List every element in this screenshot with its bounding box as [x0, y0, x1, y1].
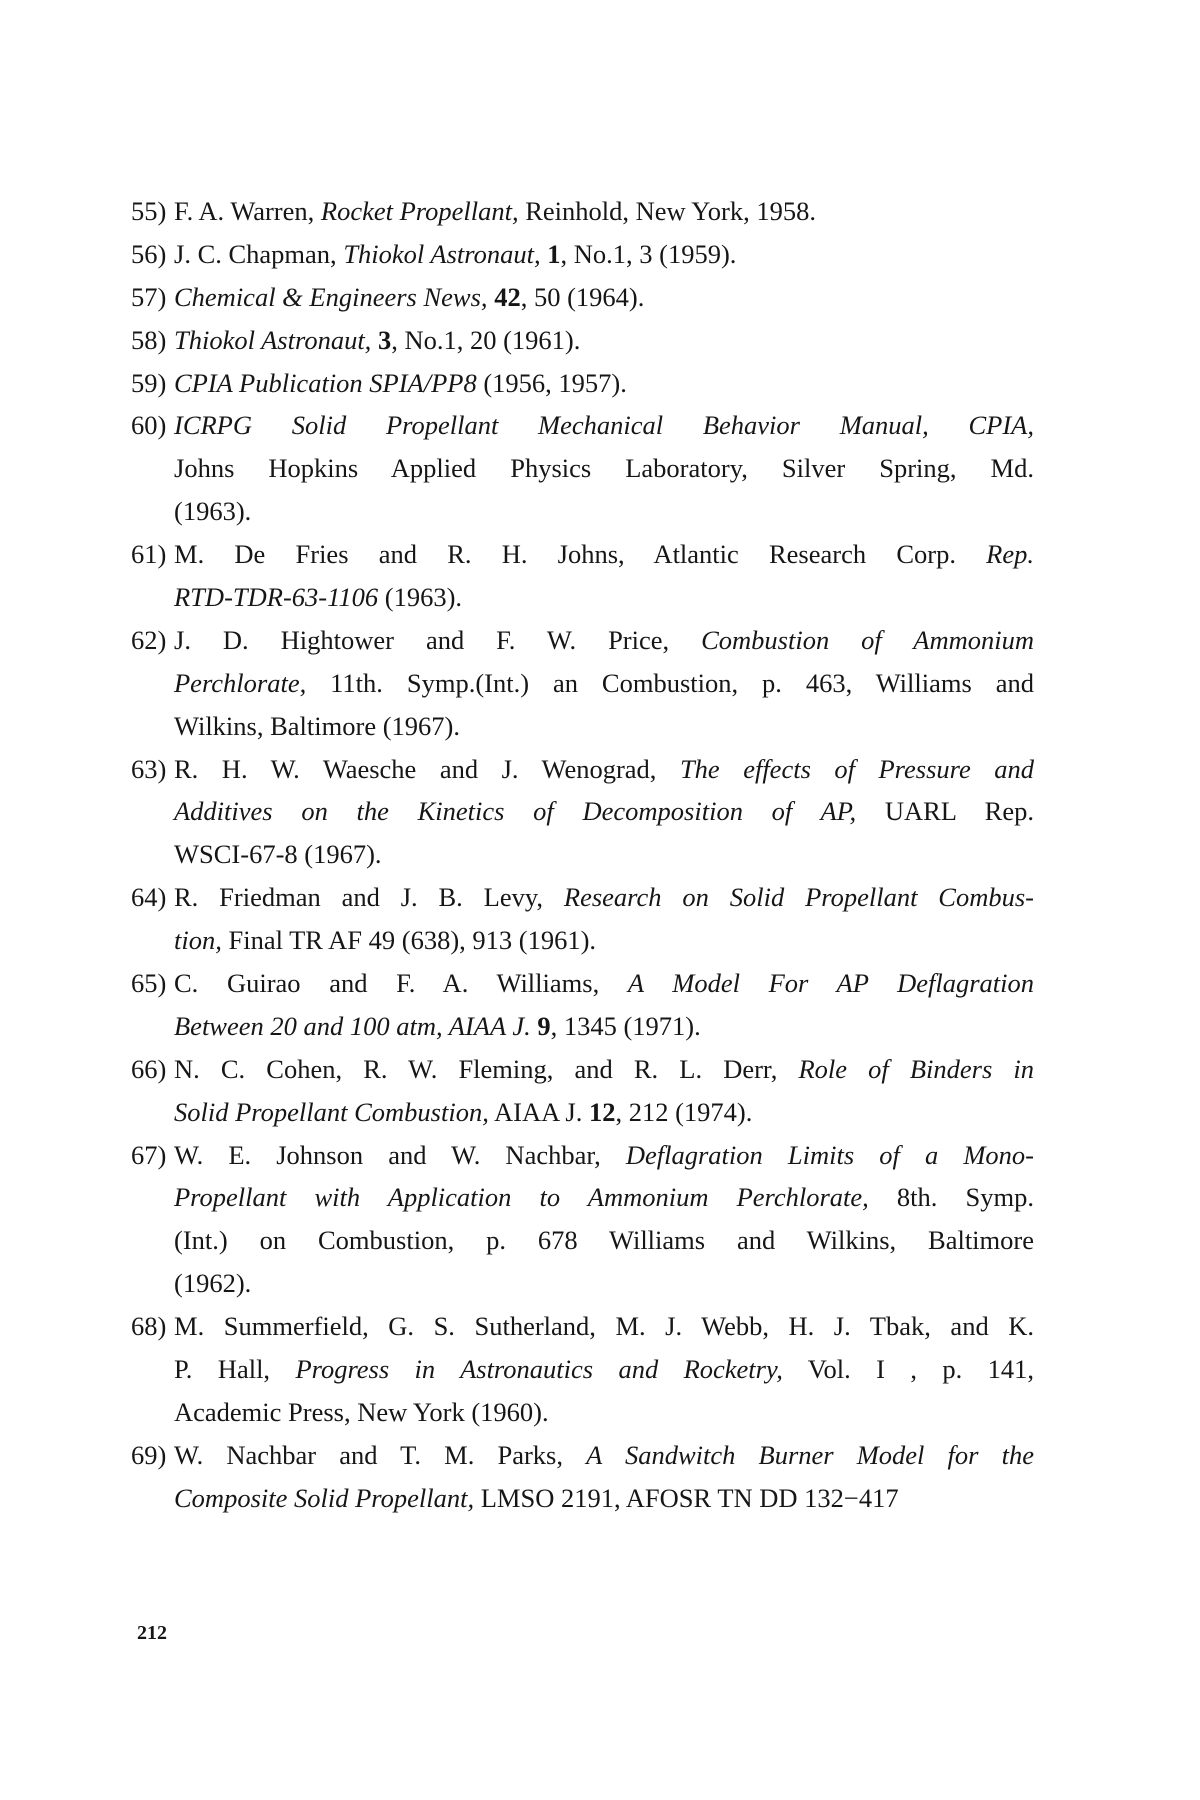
reference-number: 59) — [131, 367, 167, 398]
text-segment: W. E. Johnson and W. Nachbar, — [174, 1139, 626, 1170]
reference-line — [131, 619, 1034, 662]
reference-text — [174, 876, 1034, 919]
text-segment: N. C. Cohen, R. W. Fleming, and R. L. Derr, — [174, 1053, 799, 1084]
reference-number: 58) — [131, 324, 167, 355]
text-segment: W. Nachbar and T. M. Parks, — [174, 1439, 587, 1470]
reference-line — [131, 1305, 1034, 1348]
text-segment: (1963). — [378, 582, 463, 613]
reference-number: 63) — [131, 753, 167, 784]
reference-line — [131, 533, 1034, 576]
reference-text — [174, 619, 1034, 662]
reference-text — [174, 748, 1034, 791]
text-segment: Vol. I , p. 141, — [782, 1354, 1034, 1385]
reference-number: 60) — [131, 410, 167, 441]
reference-line — [131, 919, 1034, 962]
text-segment: R. H. W. Waesche and J. Wenograd, — [174, 753, 680, 784]
volume-number: 1 — [547, 238, 561, 269]
reference-number: 68) — [131, 1311, 167, 1342]
reference-line — [131, 876, 1034, 919]
reference-text — [174, 962, 1034, 1005]
italic-title: Additives on the Kinetics of Decomposition of AP, — [174, 796, 857, 827]
reference-text — [174, 319, 1034, 362]
text-segment: (1963). — [174, 496, 252, 527]
text-segment: 11th. Symp.(Int.) an Combustion, p. 463, Williams and — [306, 667, 1034, 698]
volume-number: 3 — [377, 324, 392, 355]
reference-text — [174, 1434, 1034, 1477]
reference-line — [131, 705, 1034, 748]
text-segment: M. Summerfield, G. S. Sutherland, M. J. Webb, H. J. Tbak, and K. — [174, 1311, 1034, 1342]
reference-line — [131, 233, 1034, 276]
reference-line — [131, 404, 1034, 447]
reference-number: 66) — [131, 1053, 167, 1084]
text-segment: (1956, 1957). — [476, 367, 627, 398]
reference-list — [131, 190, 1034, 1520]
italic-title: Composite Solid Propellant, — [174, 1482, 475, 1513]
reference-text — [174, 490, 1034, 533]
reference-number: 64) — [131, 882, 167, 913]
italic-title: Combustion of Ammonium — [701, 624, 1034, 655]
italic-title: Solid Propellant Combustion, — [174, 1096, 489, 1127]
reference-line — [131, 362, 1034, 405]
text-segment: J. D. Hightower and F. W. Price, — [174, 624, 702, 655]
reference-line — [131, 190, 1034, 233]
reference-line — [131, 1391, 1034, 1434]
text-segment: F. A. Warren, — [174, 196, 321, 226]
reference-text — [174, 190, 1034, 233]
italic-title: Progress in Astronautics and Rocketry, — [295, 1354, 783, 1385]
italic-title: tion, — [174, 925, 222, 956]
reference-line — [131, 790, 1034, 833]
reference-line — [131, 962, 1034, 1005]
text-segment: M. De Fries and R. H. Johns, Atlantic Research Corp. — [174, 539, 987, 570]
reference-line — [131, 1219, 1034, 1262]
volume-number: 12 — [588, 1096, 616, 1127]
reference-text — [174, 705, 1034, 748]
reference-number: 67) — [131, 1139, 167, 1170]
reference-text — [174, 1176, 1034, 1219]
reference-text — [174, 533, 1034, 576]
italic-title: The effects of Pressure and — [679, 753, 1034, 784]
reference-line — [131, 490, 1034, 533]
reference-text — [174, 662, 1034, 705]
italic-title: Thiokol Astronaut, — [343, 238, 541, 269]
text-segment: Final TR AF 49 (638), 913 (1961). — [221, 925, 597, 956]
reference-number: 65) — [131, 968, 167, 999]
reference-text — [174, 1262, 1034, 1305]
reference-text — [174, 1048, 1034, 1091]
reference-line — [131, 319, 1034, 362]
text-segment: Academic Press, New York (1960). — [174, 1396, 549, 1427]
italic-title: Propellant with Application to Ammonium Perchlorate, — [174, 1182, 869, 1213]
reference-text — [174, 447, 1034, 490]
reference-text — [174, 1391, 1034, 1434]
reference-line — [131, 833, 1034, 876]
reference-line — [131, 1005, 1034, 1048]
reference-text — [174, 1477, 1034, 1520]
reference-text — [174, 1005, 1034, 1048]
reference-line — [131, 1091, 1034, 1134]
reference-line — [131, 1477, 1034, 1520]
italic-title: Deflagration Limits of a Mono- — [625, 1139, 1034, 1170]
text-segment: (1962). — [174, 1268, 252, 1299]
text-segment: LMSO 2191, AFOSR TN DD 132−417 — [474, 1482, 899, 1513]
reference-text — [174, 833, 1034, 876]
reference-line — [131, 1176, 1034, 1219]
reference-line — [131, 576, 1034, 619]
italic-title: CPIA Publication SPIA/PP8 — [174, 367, 477, 398]
text-segment: , 212 (1974). — [615, 1096, 753, 1127]
reference-text — [174, 404, 1034, 447]
reference-text — [174, 1219, 1034, 1262]
reference-text — [174, 362, 1034, 405]
reference-line — [131, 447, 1034, 490]
reference-line — [131, 1348, 1034, 1391]
italic-title: A Sandwitch Burner Model for the — [586, 1439, 1034, 1470]
italic-title: Research on Solid Propellant Combus- — [563, 882, 1034, 913]
reference-number: 55) — [131, 196, 167, 226]
reference-line — [131, 276, 1034, 319]
reference-number: 57) — [131, 281, 167, 312]
text-segment: C. Guirao and F. A. Williams, — [174, 968, 628, 999]
reference-text — [174, 919, 1034, 962]
volume-number: 42 — [494, 281, 521, 312]
reference-line — [131, 662, 1034, 705]
reference-number: 56) — [131, 238, 167, 269]
reference-text — [174, 1091, 1034, 1134]
volume-number: 9 — [537, 1010, 551, 1041]
reference-number: 61) — [131, 539, 167, 570]
text-segment — [371, 325, 378, 355]
reference-line — [131, 1134, 1034, 1177]
text-segment: R. Friedman and J. B. Levy, — [174, 882, 564, 913]
text-segment: WSCI-67-8 (1967). — [174, 839, 382, 870]
reference-number: 69) — [131, 1439, 167, 1470]
italic-title: Perchlorate, — [174, 667, 307, 698]
text-segment: Reinhold, New York, 1958. — [518, 196, 816, 226]
italic-title: Thiokol Astronaut, — [174, 324, 372, 355]
reference-line — [131, 1262, 1034, 1305]
text-segment: Johns Hopkins Applied Physics Laboratory, Silver Spring, Md. — [174, 453, 1034, 484]
text-segment: UARL Rep. — [856, 796, 1034, 827]
italic-title: A Model For AP Deflagration — [627, 968, 1034, 999]
text-segment: P. Hall, — [174, 1354, 296, 1385]
reference-text — [174, 576, 1034, 619]
reference-text — [174, 233, 1034, 276]
reference-text — [174, 1134, 1034, 1177]
italic-title: Chemical & Engineers News, — [174, 281, 488, 312]
italic-title: ICRPG Solid Propellant Mechanical Behavior Manual, CPIA, — [174, 410, 1034, 441]
text-segment: Wilkins, Baltimore (1967). — [174, 710, 460, 741]
reference-text — [174, 790, 1034, 833]
italic-title: RTD-TDR-63-1106 — [174, 582, 379, 613]
text-segment: , No.1, 3 (1959). — [560, 238, 737, 269]
text-segment: , 50 (1964). — [520, 281, 645, 312]
reference-text — [174, 276, 1034, 319]
italic-title: Rep. — [986, 539, 1034, 570]
italic-title: Role of Binders in — [798, 1053, 1034, 1084]
italic-title: Between 20 and 100 atm, AIAA J. — [174, 1010, 531, 1041]
page-number: 212 — [137, 1622, 167, 1644]
text-segment: AIAA J. — [488, 1096, 589, 1127]
reference-text — [174, 1348, 1034, 1391]
reference-text — [174, 1305, 1034, 1348]
reference-line — [131, 1434, 1034, 1477]
text-segment: (Int.) on Combustion, p. 678 Williams and Wilkins, Baltimore — [174, 1225, 1034, 1256]
text-segment: , 1345 (1971). — [550, 1010, 701, 1041]
italic-title: Rocket Propellant, — [320, 196, 519, 226]
reference-line — [131, 748, 1034, 791]
text-segment: J. C. Chapman, — [174, 238, 344, 269]
text-segment: 8th. Symp. — [868, 1182, 1034, 1213]
text-segment: , No.1, 20 (1961). — [391, 324, 581, 355]
reference-line — [131, 1048, 1034, 1091]
reference-number: 62) — [131, 624, 167, 655]
